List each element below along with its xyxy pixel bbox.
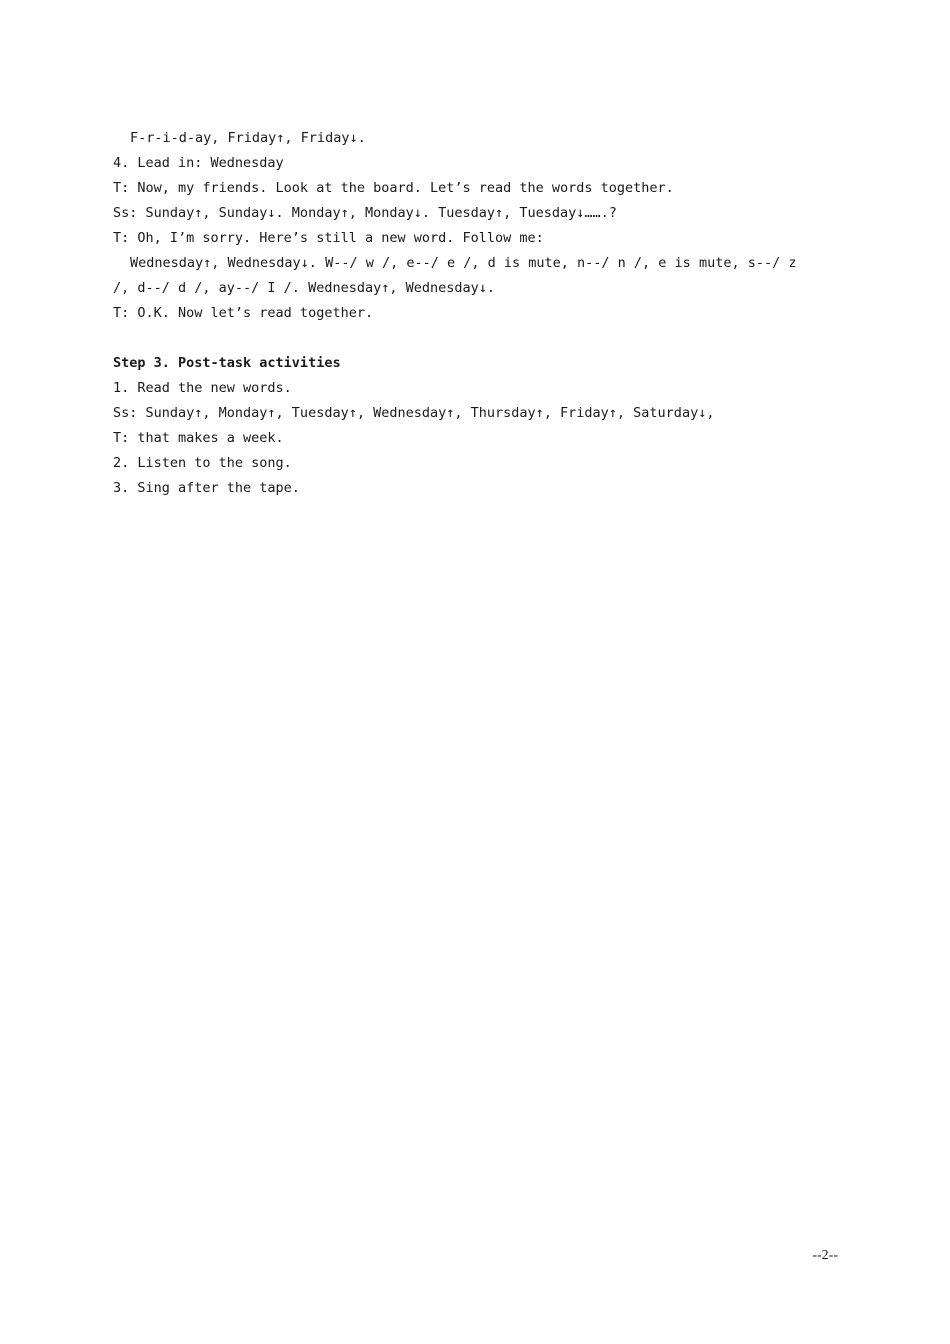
- step3-line: 3. Sing after the tape.: [113, 480, 300, 496]
- body-line: T: Oh, I’m sorry. Here’s still a new word. Follow me:: [113, 230, 544, 246]
- document-body: [113, 126, 843, 501]
- step3-line: T: that makes a week.: [113, 430, 284, 446]
- page-number: --2--: [812, 1248, 838, 1263]
- body-line: T: O.K. Now let’s read together.: [113, 305, 374, 321]
- body-line: Wednesday↑, Wednesday↓. W--/ w /, e--/ e /, d is mute, n--/ n /, e is mute, s--/ z: [130, 255, 797, 271]
- paragraph-spacer: [113, 326, 843, 351]
- body-line: T: Now, my friends. Look at the board. Let’s read the words together.: [113, 180, 674, 196]
- body-line: F-r-i-d-ay, Friday↑, Friday↓.: [130, 130, 366, 146]
- body-line: /, d--/ d /, ay--/ I /. Wednesday↑, Wednesday↓.: [113, 280, 496, 296]
- step3-line: Ss: Sunday↑, Monday↑, Tuesday↑, Wednesday↑, Thursday↑, Friday↑, Saturday↓,: [113, 405, 715, 421]
- step3-heading: Step 3. Post-task activities: [113, 355, 341, 371]
- body-line: Ss: Sunday↑, Sunday↓. Monday↑, Monday↓. Tuesday↑, Tuesday↓…….?: [113, 205, 617, 221]
- body-line: 4. Lead in: Wednesday: [113, 155, 284, 171]
- step3-line: 1. Read the new words.: [113, 380, 292, 396]
- step3-line: 2. Listen to the song.: [113, 455, 292, 471]
